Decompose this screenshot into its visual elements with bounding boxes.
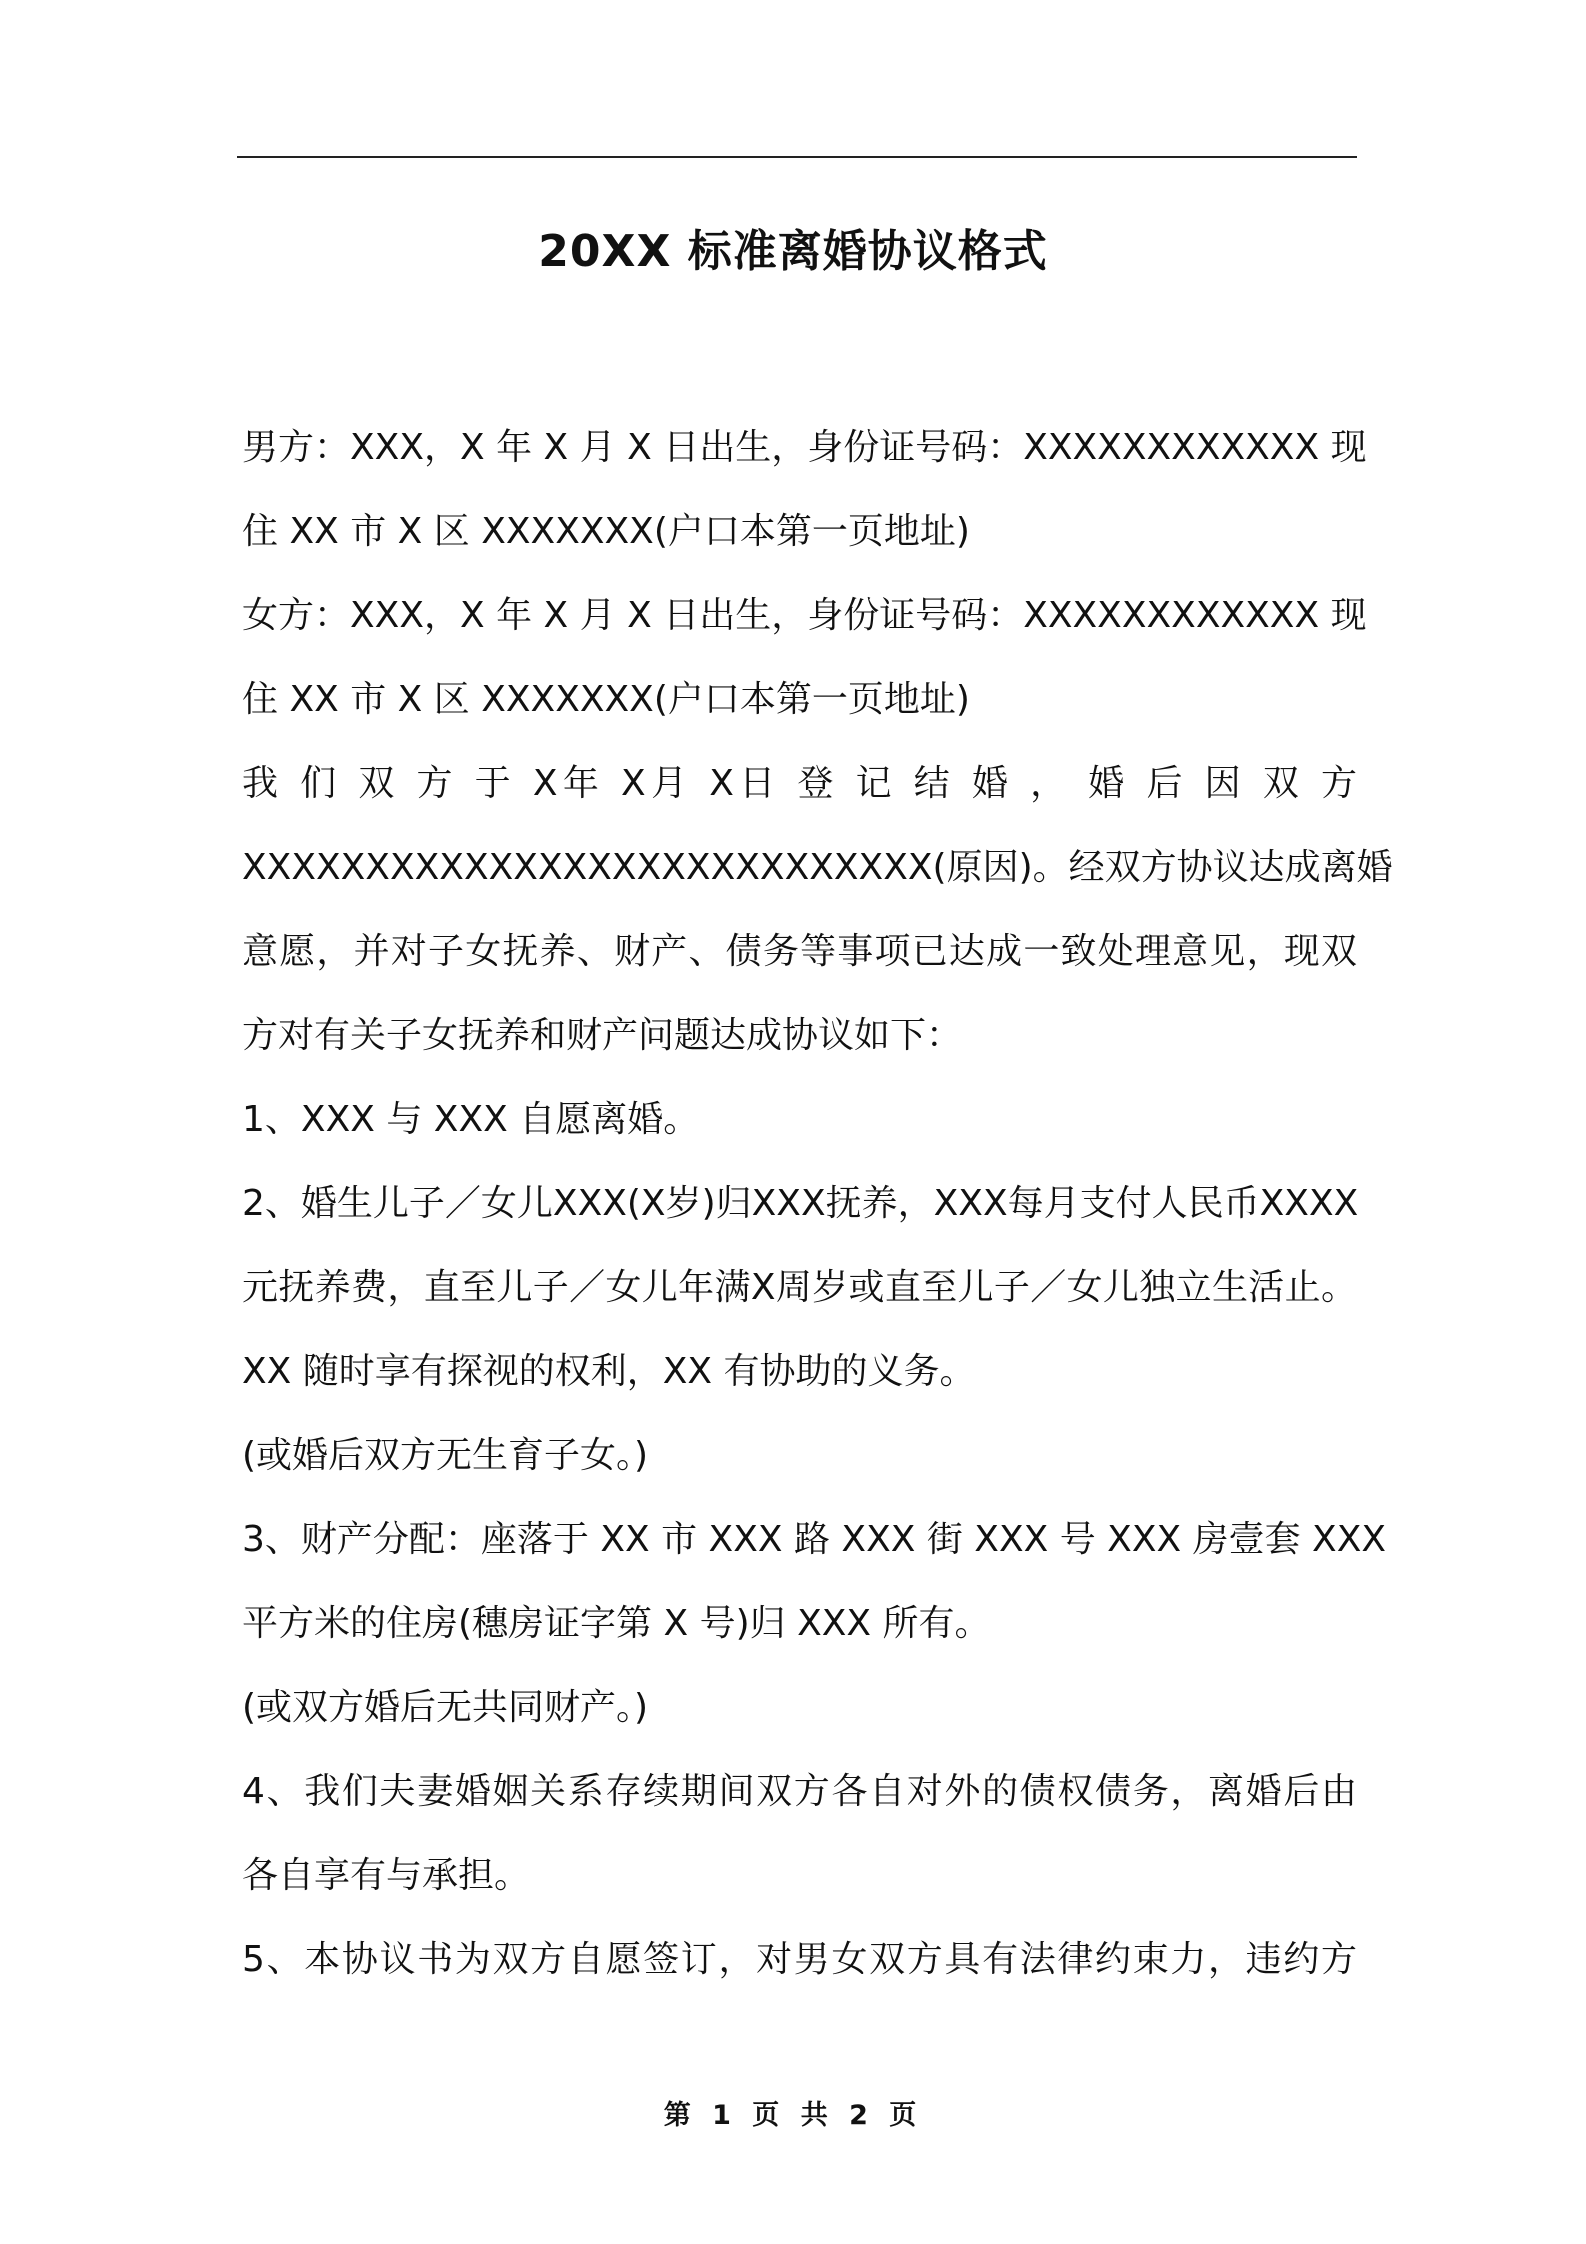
body-line: 元抚养费，直至儿子／女儿年满X周岁或直至儿子／女儿独立生活止。 bbox=[242, 1267, 1357, 1308]
body-line: 女方：XXX，X 年 X 月 X 日出生，身份证号码：XXXXXXXXXXXX 现 bbox=[242, 595, 1367, 636]
list-item: 1、XXX 与 XXX 自愿离婚。 bbox=[242, 1099, 700, 1140]
body-line: 男方：XXX，X 年 X 月 X 日出生，身份证号码：XXXXXXXXXXXX 现 bbox=[242, 427, 1367, 468]
body-line: 我 们 双 方 于 X年 X月 X日 登 记 结 婚 ， 婚 后 因 双 方 bbox=[242, 763, 1357, 804]
list-item: 5、本协议书为双方自愿签订，对男女双方具有法律约束力，违约方 bbox=[242, 1939, 1357, 1980]
list-item: 2、婚生儿子／女儿XXX(X岁)归XXX抚养，XXX每月支付人民币XXXX bbox=[242, 1183, 1359, 1224]
body-line: (或双方婚后无共同财产。) bbox=[242, 1687, 649, 1728]
body-line: 住 XX 市 X 区 XXXXXXX(户口本第一页地址) bbox=[242, 511, 970, 552]
body-line: (或婚后双方无生育子女。) bbox=[242, 1435, 649, 1476]
page-number: 第 1 页 共 2 页 bbox=[663, 2100, 923, 2131]
body-line: 平方米的住房(穗房证字第 X 号)归 XXX 所有。 bbox=[242, 1603, 991, 1644]
body-line: 意愿，并对子女抚养、财产、债务等事项已达成一致处理意见，现双 bbox=[242, 931, 1357, 972]
body-line: 各自享有与承担。 bbox=[242, 1855, 531, 1896]
body-line: XX 随时享有探视的权利，XX 有协助的义务。 bbox=[242, 1351, 976, 1392]
document-title: 20XX 标准离婚协议格式 bbox=[538, 226, 1048, 277]
document-body bbox=[242, 406, 1393, 2002]
header-rule bbox=[237, 156, 1357, 158]
body-line: 住 XX 市 X 区 XXXXXXX(户口本第一页地址) bbox=[242, 679, 970, 720]
body-line: 方对有关子女抚养和财产问题达成协议如下： bbox=[242, 1015, 963, 1056]
body-line: XXXXXXXXXXXXXXXXXXXXXXXXXXXX(原因)。经双方协议达成离婚 bbox=[242, 847, 1393, 888]
list-item: 4、我们夫妻婚姻关系存续期间双方各自对外的债权债务，离婚后由 bbox=[242, 1771, 1357, 1812]
list-item: 3、财产分配：座落于 XX 市 XXX 路 XXX 街 XXX 号 XXX 房壹套 XXX bbox=[242, 1519, 1387, 1560]
